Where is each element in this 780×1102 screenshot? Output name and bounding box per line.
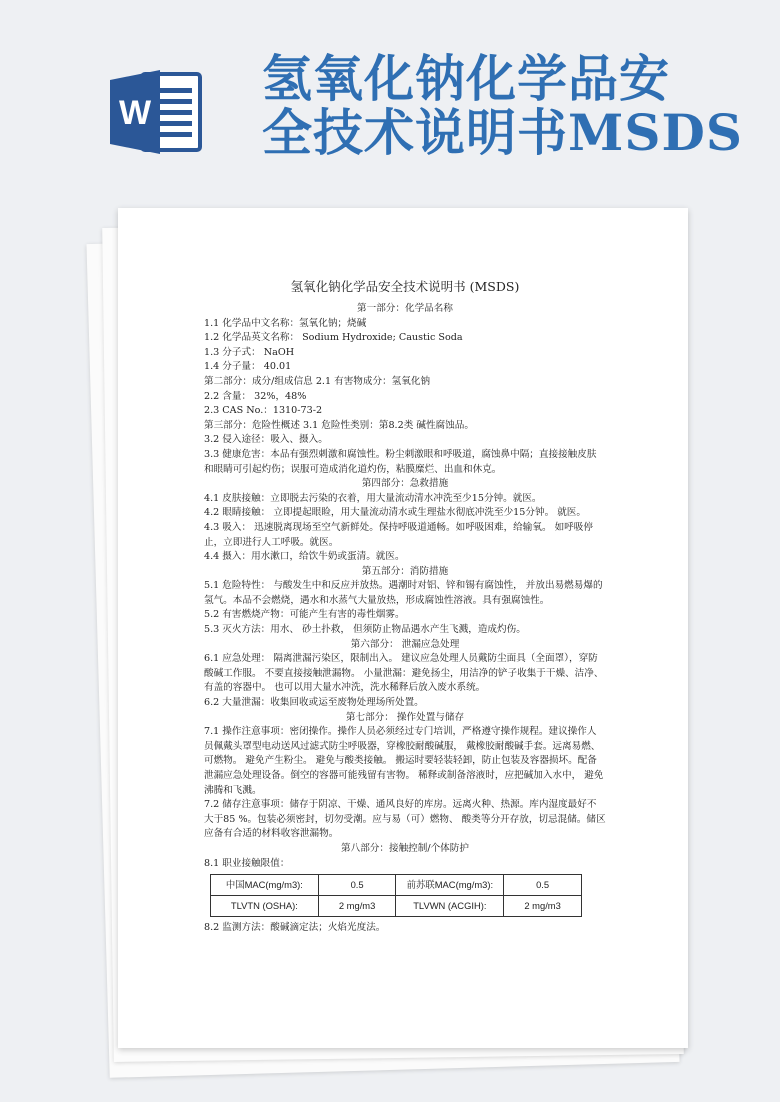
- paragraph: 5.3 灭火方法：用水、 砂土扑救， 但须防止物品遇水产生飞溅，造成灼伤。: [204, 624, 526, 636]
- paragraph: 第二部分：成分/组成信息 2.1 有害物成分：氢氧化钠: [204, 375, 431, 387]
- paragraph: 2.3 CAS No.：1310-73-2: [204, 405, 323, 417]
- paragraph: 6.1 应急处理： 隔离泄漏污染区，限制出入。 建议应急处理人员戴防尘面具（全面罩），穿防酸碱工作服。 不要直接接触泄漏物。 小量泄漏：避免扬尘，用洁净的铲子收集于干燥、洁净、有盖的容器中。 也可以用大量水冲洗，洗水稀释后放入废水系统。: [204, 653, 604, 694]
- paragraph: 7.1 操作注意事项：密闭操作。操作人员必须经过专门培训，严格遵守操作规程。建议操作人员佩戴头罩型电动送风过滤式防尘呼吸器，穿橡胶耐酸碱服， 戴橡胶耐酸碱手套。远离易燃、可燃物。 避免产生粉尘。 避免与酸类接触。 搬运时要轻装轻卸，防止包装及容器损坏。配备泄漏应急处理设备。倒空的容器可能残留有害物。 稀释或制备溶液时，应把碱加入水中， 避免沸腾和飞溅。: [204, 726, 604, 796]
- document-body: [204, 278, 606, 936]
- section-heading: 第四部分：急救措施: [361, 478, 449, 490]
- paragraph: 7.2 储存注意事项：储存于阴凉、干燥、通风良好的库房。远离火种、热源。库内湿度最好不大于85 %。包装必须密封，切勿受潮。应与易（可）燃物、 酸类等分开存放，切忌混储。储区应备有合适的材料收容泄漏物。: [204, 799, 606, 840]
- paragraph: 2.2 含量： 32%，48%: [204, 390, 307, 402]
- table-cell: 前苏联MAC(mg/m3):: [396, 875, 504, 896]
- table-cell: 0.5: [318, 875, 396, 896]
- table-cell: 0.5: [504, 875, 582, 896]
- header: [0, 0, 780, 190]
- paragraph: 6.2 大量泄漏：收集回收或运至废物处理场所处置。: [204, 697, 424, 709]
- title-line-1: 氢氧化钠化学品安: [262, 49, 670, 108]
- table-cell: 2 mg/m3: [504, 896, 582, 917]
- paragraph: 3.2 侵入途径：吸入、摄入。: [204, 434, 328, 446]
- document-page: [118, 208, 688, 1048]
- table-cell: 中国MAC(mg/m3):: [211, 875, 319, 896]
- paragraph: 4.2 眼睛接触： 立即提起眼睑，用大量流动清水或生理盐水彻底冲洗至少15分钟。 就医。: [204, 507, 586, 519]
- section-heading: 第一部分：化学品名称: [357, 303, 453, 314]
- table-row: [211, 875, 582, 896]
- paragraph: 1.4 分子量： 40.01: [204, 361, 292, 373]
- paragraph: 3.3 健康危害：本品有强烈刺激和腐蚀性。粉尘刺激眼和呼吸道，腐蚀鼻中隔；直接接触皮肤和眼睛可引起灼伤；误服可造成消化道灼伤，粘膜糜烂、出血和休克。: [204, 448, 597, 475]
- paragraph: 8.2 监测方法：酸碱滴定法；火焰光度法。: [204, 922, 386, 934]
- paragraph: 5.2 有害燃烧产物：可能产生有害的毒性烟雾。: [204, 609, 405, 621]
- table-cell: TLVTN (OSHA):: [211, 896, 319, 917]
- table-cell: TLVWN (ACGIH):: [396, 896, 504, 917]
- page-title: [262, 49, 762, 162]
- table-cell: 2 mg/m3: [318, 896, 396, 917]
- section-heading: 第五部分：消防措施: [361, 565, 449, 577]
- document-title: 氢氧化钠化学品安全技术说明书 (MSDS): [290, 279, 520, 294]
- section-heading: 第六部分： 泄漏应急处理: [350, 638, 460, 650]
- word-document-icon: [108, 68, 204, 156]
- paragraph: 第三部分：危险性概述 3.1 危险性类别：第8.2类 碱性腐蚀品。: [204, 419, 474, 431]
- paragraph: 5.1 危险特性： 与酸发生中和反应并放热。遇潮时对铝、锌和锡有腐蚀性， 并放出易燃易爆的氢气。本品不会燃烧，遇水和水蒸气大量放热，形成腐蚀性溶液。具有强腐蚀性。: [204, 580, 603, 606]
- paragraph: 4.3 吸入： 迅速脱离现场至空气新鲜处。保持呼吸道通畅。如呼吸困难，给输氧。 如呼吸停止，立即进行人工呼吸。就医。: [204, 521, 593, 548]
- paragraph: 1.2 化学品英文名称： Sodium Hydroxide; Caustic Soda: [204, 332, 463, 344]
- paragraph: 8.1 职业接触限值：: [204, 857, 290, 869]
- paragraph: 1.3 分子式： NaOH: [204, 346, 295, 358]
- paragraph: 4.4 摄入：用水漱口，给饮牛奶或蛋清。就医。: [204, 551, 405, 563]
- exposure-limits-table: [210, 874, 582, 917]
- section-heading: 第七部分： 操作处置与储存: [345, 711, 465, 723]
- svg-text:W: W: [118, 94, 152, 132]
- paragraph: 4.1 皮肤接触：立即脱去污染的衣着，用大量流动清水冲洗至少15分钟。就医。: [204, 492, 542, 504]
- paragraph: 1.1 化学品中文名称：氢氧化钠；烧碱: [204, 317, 367, 329]
- section-heading: 第八部分：接触控制/个体防护: [341, 842, 469, 854]
- title-line-2: 全技术说明书MSDS: [262, 103, 743, 162]
- table-row: [211, 896, 582, 917]
